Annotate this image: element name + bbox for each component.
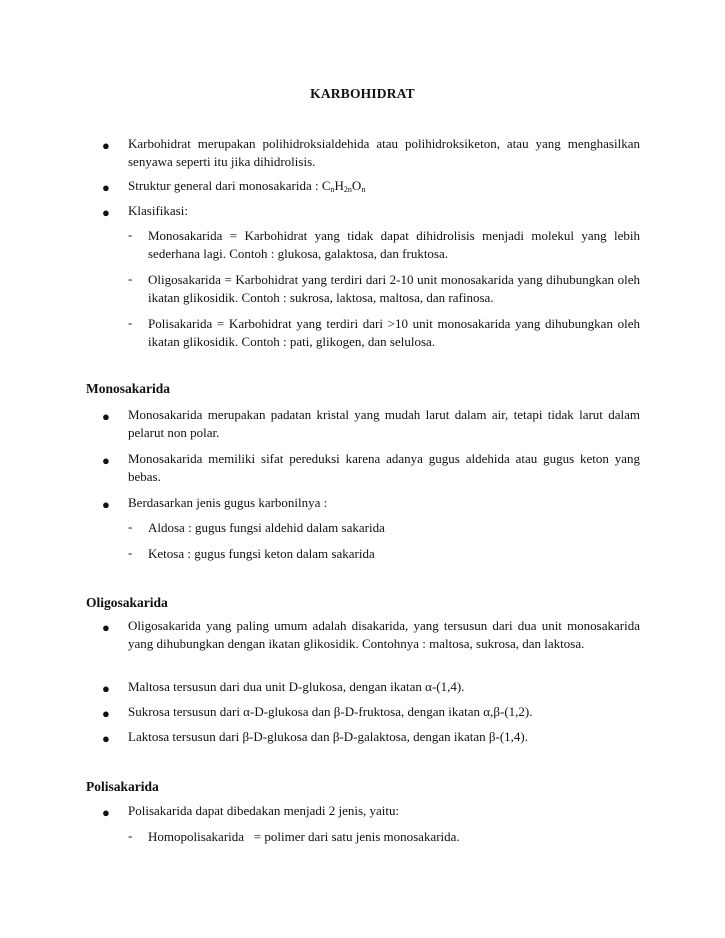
intro-dash-2: Oligosakarida = Karbohidrat yang terdiri dari 2-10 unit monosakarida yang dihubungkan oleh ikatan glikosidik. Contoh : sukrosa, laktosa, maltosa, dan rafinosa.: [148, 272, 640, 305]
section-heading-monosakarida: Monosakarida: [86, 381, 171, 396]
mono-dash-1: Aldosa : gugus fungsi aldehid dalam sakarida: [148, 520, 385, 535]
intro-bullet-3: Klasifikasi:: [128, 203, 188, 218]
bullet-icon: ●: [102, 205, 110, 220]
bullet-icon: ●: [102, 138, 110, 153]
intro-dash-3: Polisakarida = Karbohidrat yang terdiri dari >10 unit monosakarida yang dihubungkan oleh ikatan glikosidik. Contoh : pati, glikogen, dan selulosa.: [148, 316, 640, 349]
bullet-icon: ●: [102, 706, 110, 721]
page-title: KARBOHIDRAT: [310, 86, 415, 101]
mono-bullet-2: Monosakarida memiliki sifat pereduksi karena adanya gugus aldehida atau gugus keton yang bebas.: [128, 451, 640, 484]
bullet-icon: ●: [102, 805, 110, 820]
poli-dash-1: Homopolisakarida = polimer dari satu jenis monosakarida.: [148, 829, 460, 844]
bullet-icon: ●: [102, 681, 110, 696]
intro-bullet-1: Karbohidrat merupakan polihidroksialdehida atau polihidroksiketon, atau yang menghasilkan senyawa seperti itu jika dihidrolisis.: [128, 136, 640, 169]
oligo-bullet-2: Maltosa tersusun dari dua unit D-glukosa, dengan ikatan α-(1,4).: [128, 679, 465, 694]
bullet-icon: ●: [102, 180, 110, 195]
mono-bullet-3: Berdasarkan jenis gugus karbonilnya :: [128, 495, 328, 510]
mono-bullet-1: Monosakarida merupakan padatan kristal yang mudah larut dalam air, tetapi tidak larut dalam pelarut non polar.: [128, 407, 640, 440]
intro-bullet-2: Struktur general dari monosakarida : $C_nH_{2n}O_n$: [128, 178, 366, 194]
poli-bullet-1: Polisakarida dapat dibedakan menjadi 2 jenis, yaitu:: [128, 803, 400, 818]
bullet-icon: ●: [102, 497, 110, 512]
mono-dash-2: Ketosa : gugus fungsi keton dalam sakarida: [148, 546, 375, 561]
section-heading-polisakarida: Polisakarida: [86, 779, 159, 794]
bullet-icon: ●: [102, 409, 110, 424]
bullet-icon: ●: [102, 731, 110, 746]
bullet-icon: ●: [102, 453, 110, 468]
intro-dash-1: Monosakarida = Karbohidrat yang tidak dapat dihidrolisis menjadi molekul yang lebih sederhana lagi. Contoh : glukosa, galaktosa, dan fruktosa.: [148, 228, 640, 261]
oligo-bullet-4: Laktosa tersusun dari β-D-glukosa dan β-D-galaktosa, dengan ikatan β-(1,4).: [128, 729, 528, 744]
oligo-bullet-3: Sukrosa tersusun dari α-D-glukosa dan β-D-fruktosa, dengan ikatan α,β-(1,2).: [128, 704, 533, 719]
dash-icon: -: [128, 519, 133, 534]
dash-icon: -: [128, 828, 133, 843]
dash-icon: -: [128, 315, 133, 330]
bullet-icon: ●: [102, 620, 110, 635]
oligo-bullet-1: Oligosakarida yang paling umum adalah disakarida, yang tersusun dari dua unit monosakarida yang dihubungkan dengan ikatan glikosidik. Contohnya : maltosa, sukrosa, dan laktosa.: [128, 618, 640, 651]
section-heading-oligosakarida: Oligosakarida: [86, 595, 168, 610]
dash-icon: -: [128, 545, 133, 560]
dash-icon: -: [128, 227, 133, 242]
dash-icon: -: [128, 271, 133, 286]
